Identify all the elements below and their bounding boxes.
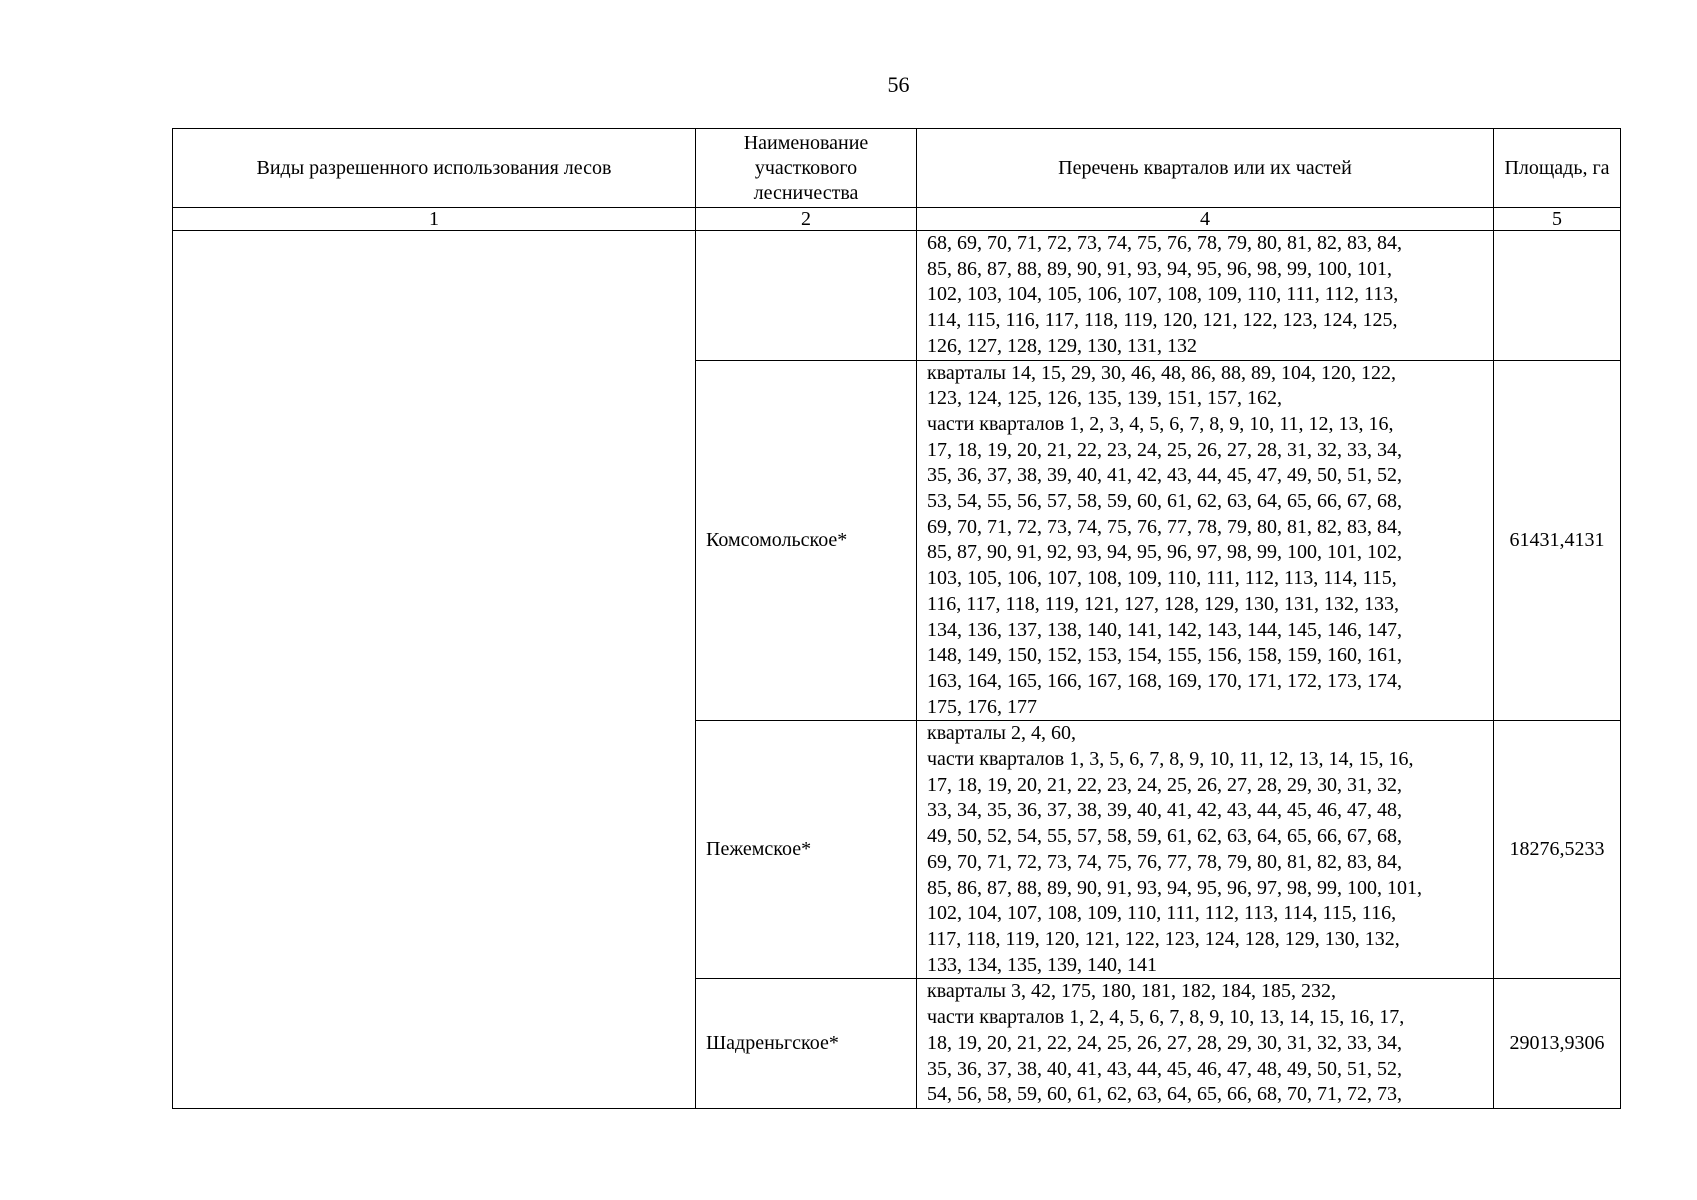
area-cell bbox=[1494, 231, 1621, 361]
table-row bbox=[173, 231, 1621, 361]
use-type-cell bbox=[173, 231, 696, 1109]
quarters-line: части кварталов 1, 2, 3, 4, 5, 6, 7, 8, 9, 10, 11, 12, 13, 16, bbox=[927, 412, 1394, 435]
quarters-line: 17, 18, 19, 20, 21, 22, 23, 24, 25, 26, 27, 28, 31, 32, 33, 34, bbox=[927, 438, 1402, 461]
header-district-name: Наименование участкового лесничества bbox=[696, 129, 917, 208]
forest-use-table bbox=[172, 128, 1621, 1109]
header-quarters-list: Перечень кварталов или их частей bbox=[917, 129, 1494, 208]
quarters-line: 175, 176, 177 bbox=[927, 695, 1037, 718]
header-area: Площадь, га bbox=[1494, 129, 1621, 208]
quarters-list-cell bbox=[917, 721, 1494, 979]
district-name-cell: Шадреньгское* bbox=[696, 979, 917, 1109]
quarters-line: 126, 127, 128, 129, 130, 131, 132 bbox=[927, 334, 1197, 357]
column-number: 5 bbox=[1494, 208, 1621, 231]
quarters-line: 116, 117, 118, 119, 121, 127, 128, 129, 130, 131, 132, 133, bbox=[927, 592, 1400, 615]
quarters-line: 123, 124, 125, 126, 135, 139, 151, 157, 162, bbox=[927, 387, 1282, 410]
quarters-line: 148, 149, 150, 152, 153, 154, 155, 156, 158, 159, 160, 161, bbox=[927, 644, 1402, 667]
quarters-list-cell bbox=[917, 231, 1494, 361]
quarters-line: 102, 104, 107, 108, 109, 110, 111, 112, 113, 114, 115, 116, bbox=[927, 902, 1397, 925]
quarters-line: 53, 54, 55, 56, 57, 58, 59, 60, 61, 62, 63, 64, 65, 66, 67, 68, bbox=[927, 490, 1402, 513]
quarters-line: 85, 86, 87, 88, 89, 90, 91, 93, 94, 95, 96, 98, 99, 100, 101, bbox=[927, 257, 1392, 280]
header-row bbox=[173, 129, 1621, 208]
quarters-line: 85, 86, 87, 88, 89, 90, 91, 93, 94, 95, 96, 97, 98, 99, 100, 101, bbox=[927, 876, 1422, 899]
quarters-line: 114, 115, 116, 117, 118, 119, 120, 121, 122, 123, 124, 125, bbox=[927, 309, 1398, 332]
column-number-row bbox=[173, 208, 1621, 231]
quarters-line: 35, 36, 37, 38, 40, 41, 43, 44, 45, 46, 47, 48, 49, 50, 51, 52, bbox=[927, 1057, 1402, 1080]
quarters-line: кварталы 14, 15, 29, 30, 46, 48, 86, 88, 89, 104, 120, 122, bbox=[927, 361, 1396, 384]
page-number: 56 bbox=[887, 72, 910, 97]
quarters-line: 103, 105, 106, 107, 108, 109, 110, 111, 112, 113, 114, 115, bbox=[927, 567, 1397, 590]
quarters-line: 102, 103, 104, 105, 106, 107, 108, 109, 110, 111, 112, 113, bbox=[927, 283, 1399, 306]
quarters-line: 117, 118, 119, 120, 121, 122, 123, 124, 128, 129, 130, 132, bbox=[927, 927, 1400, 950]
quarters-line: 69, 70, 71, 72, 73, 74, 75, 76, 77, 78, 79, 80, 81, 82, 83, 84, bbox=[927, 515, 1402, 538]
quarters-line: кварталы 3, 42, 175, 180, 181, 182, 184, 185, 232, bbox=[927, 980, 1336, 1003]
column-number: 2 bbox=[696, 208, 917, 231]
quarters-line: 17, 18, 19, 20, 21, 22, 23, 24, 25, 26, 27, 28, 29, 30, 31, 32, bbox=[927, 773, 1402, 796]
quarters-line: 68, 69, 70, 71, 72, 73, 74, 75, 76, 78, 79, 80, 81, 82, 83, 84, bbox=[927, 232, 1402, 254]
column-number: 1 bbox=[173, 208, 696, 231]
district-name-cell: Комсомольское* bbox=[696, 360, 917, 721]
column-number: 4 bbox=[917, 208, 1494, 231]
area-cell: 18276,5233 bbox=[1494, 721, 1621, 979]
quarters-line: кварталы 2, 4, 60, bbox=[927, 722, 1076, 745]
quarters-line: 35, 36, 37, 38, 39, 40, 41, 42, 43, 44, 45, 47, 49, 50, 51, 52, bbox=[927, 464, 1402, 487]
quarters-line: 54, 56, 58, 59, 60, 61, 62, 63, 64, 65, 66, 68, 70, 71, 72, 73, bbox=[927, 1083, 1402, 1106]
district-name-cell bbox=[696, 231, 917, 361]
quarters-line: части кварталов 1, 2, 4, 5, 6, 7, 8, 9, 10, 13, 14, 15, 16, 17, bbox=[927, 1006, 1405, 1029]
quarters-line: 134, 136, 137, 138, 140, 141, 142, 143, 144, 145, 146, 147, bbox=[927, 618, 1402, 641]
quarters-line: 69, 70, 71, 72, 73, 74, 75, 76, 77, 78, 79, 80, 81, 82, 83, 84, bbox=[927, 850, 1402, 873]
header-use-type: Виды разрешенного использования лесов bbox=[173, 129, 696, 208]
quarters-line: части кварталов 1, 3, 5, 6, 7, 8, 9, 10, 11, 12, 13, 14, 15, 16, bbox=[927, 748, 1414, 771]
quarters-line: 33, 34, 35, 36, 37, 38, 39, 40, 41, 42, 43, 44, 45, 46, 47, 48, bbox=[927, 799, 1402, 822]
quarters-line: 163, 164, 165, 166, 167, 168, 169, 170, 171, 172, 173, 174, bbox=[927, 669, 1402, 692]
quarters-line: 133, 134, 135, 139, 140, 141 bbox=[927, 953, 1157, 976]
quarters-line: 85, 87, 90, 91, 92, 93, 94, 95, 96, 97, 98, 99, 100, 101, 102, bbox=[927, 541, 1402, 564]
area-cell: 29013,9306 bbox=[1494, 979, 1621, 1109]
quarters-line: 49, 50, 52, 54, 55, 57, 58, 59, 61, 62, 63, 64, 65, 66, 67, 68, bbox=[927, 825, 1402, 848]
quarters-list-cell bbox=[917, 979, 1494, 1109]
district-name-cell: Пежемское* bbox=[696, 721, 917, 979]
area-cell: 61431,4131 bbox=[1494, 360, 1621, 721]
quarters-line: 18, 19, 20, 21, 22, 24, 25, 26, 27, 28, 29, 30, 31, 32, 33, 34, bbox=[927, 1031, 1402, 1054]
quarters-list-cell bbox=[917, 360, 1494, 721]
